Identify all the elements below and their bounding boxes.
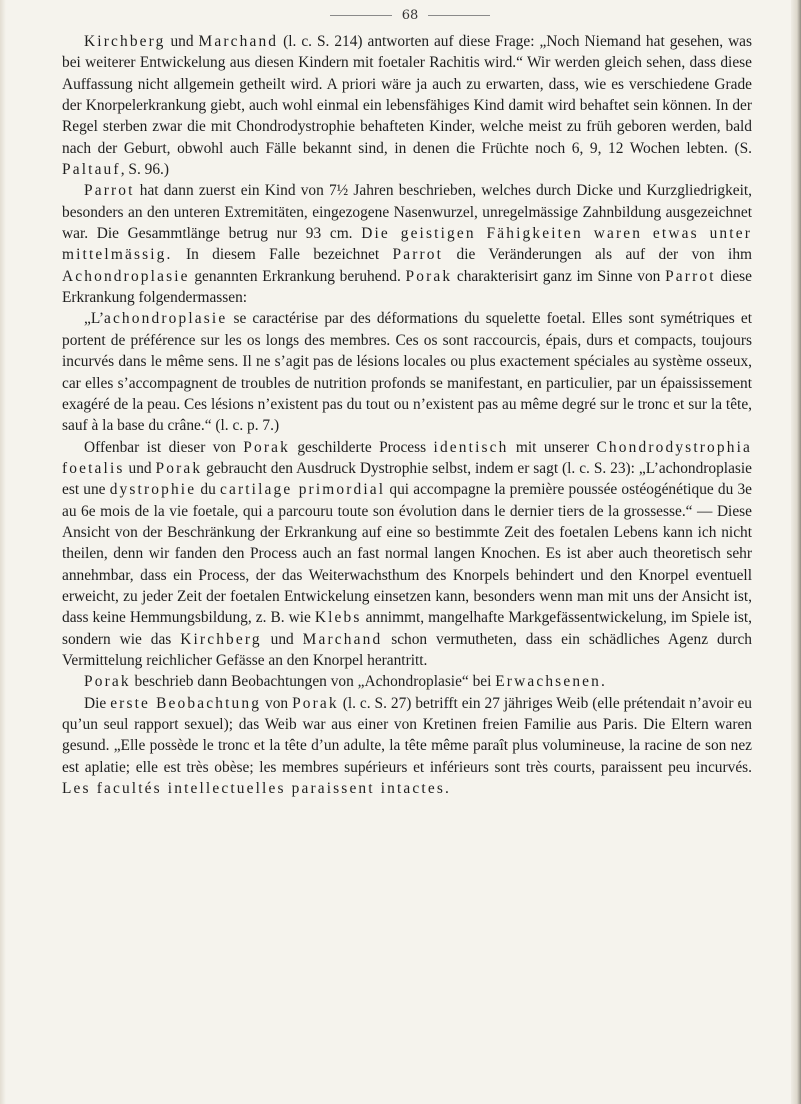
emphasis-text: Parrot — [392, 246, 444, 264]
page-number: 68 — [401, 8, 419, 23]
text-run: und — [165, 33, 199, 50]
text-run: diese Erkrankung folgendermassen: — [62, 267, 752, 307]
header-rule-left — [330, 15, 392, 16]
text-run: Die — [84, 694, 111, 712]
paragraph — [62, 693, 752, 800]
text-run: genannten Erkrankung beruhend. — [189, 267, 406, 285]
emphasis-text: Kirchberg — [180, 630, 262, 648]
emphasis-text: identisch — [433, 438, 509, 456]
text-run: (l. c. S. 27) betrifft ein 27 jähriges Weib (elle prétendait n’avoir eu qu’un seul rapport sexuel); das Weib war aus einer von Kretinen freien Familie aus Paris. Die Eltern waren gesund. „Elle possède le tronc et la tête d’un adulte, la tête même paraît plus volumineuse, la racine de son nez est aplatie; elle est très obèse; les membres supérieurs et inférieurs sont très courts, paraissent peu incurvés. — [62, 694, 753, 776]
emphasis-text: Porak — [243, 438, 290, 456]
text-run: charakterisirt ganz im Sinne von — [452, 267, 666, 285]
text-run: und — [261, 630, 303, 648]
emphasis-text: Achondroplasie — [62, 267, 190, 285]
text-run: die Veränderungen als auf der von ihm — [443, 246, 752, 264]
body-text — [62, 31, 752, 799]
emphasis-text: Porak — [84, 673, 131, 691]
emphasis-text: Marchand — [302, 630, 383, 648]
emphasis-text: Les facultés intellectuelles paraissent intactes. — [62, 780, 451, 798]
text-run: se caractérise par des déformations du squelette foetal. Elles sont symétriques et portent de préférence sur les os longs des membres. Ces os sont raccourcis, épais, durs et compacts, toujours incurvés dans le même sens. Il ne s’agit pas de lésions locales ou plus exactement spéciales au système osseux, car elles s’accompagnent de troubles de nutrition profonds se manifestant, en particulier, par un épaississement exagéré de la peau. Ces lésions n’existent pas du tout ou n’existent pas au même degré sur le tronc et sur la tête, sauf à la base du crâne.“ (l. c. p. 7.) — [62, 310, 752, 435]
emphasis-text: Die geistigen Fähigkeiten waren etwas unter mittelmässig. — [62, 225, 752, 264]
emphasis-text: Paltauf — [62, 161, 121, 179]
emphasis-text: Parrot — [665, 267, 716, 285]
text-run: „L’ — [84, 310, 104, 328]
emphasis-text: Erwachsenen. — [495, 673, 608, 691]
emphasis-text: Marchand — [198, 33, 279, 50]
text-run: hat dann zuerst ein Kind von 7½ Jahren beschrieben, welches durch Dicke und Kurzgliedrigkeit, besonders an den unteren Extremitäten, eingezogene Nasenwurzel, unregelmässige Zahnbildung ausgezeichnet war. Die Gesammtlänge betrug nur 93 cm. — [62, 182, 752, 243]
text-run: (l. c. S. 214) antworten auf diese Frage: „Noch Niemand hat gesehen, was bei weiterer Entwickelung aus diesen Kindern mit foetaler Rachitis wird.“ Wir werden gleich sehen, dass diese Auffassung nicht allgemein getheilt wird. A priori wäre ja auch zu erwarten, dass, wie es verschiedene Grade der Knorpelerkrankung giebt, auch wohl einmal ein lebensfähiges Kind damit wird behaftet sein können. In der Regel sterben zwar die mit Chondrodystrophie behafteten Kinder, welche meist zu früh geboren werden, bald nach der Geburt, obwohl auch Fälle bekannt sind, in denen die Früchte noch 6, 9, 12 Wochen lebten. (S. — [62, 33, 752, 157]
emphasis-text: dystrophie — [109, 481, 197, 499]
paragraph — [62, 671, 752, 692]
paragraph — [62, 308, 752, 436]
text-run: gebraucht den Ausdruck Dystrophie selbst, indem er sagt (l. c. S. 23): „L’achondroplasie est une — [62, 459, 753, 499]
paragraph — [62, 437, 752, 672]
text-run: Offenbar ist dieser von — [84, 438, 244, 456]
page-header — [260, 8, 560, 26]
paragraph — [62, 180, 752, 308]
emphasis-text: Porak — [292, 694, 339, 712]
emphasis-text: Porak — [405, 267, 453, 285]
emphasis-text: cartilage primordial — [219, 481, 386, 499]
text-run: mit unserer — [508, 438, 597, 456]
text-run: annimmt, mangelhafte Markgefässentwickelung, im Spiele ist, sondern wie das — [62, 609, 752, 648]
text-run: , S. 96.) — [120, 161, 170, 179]
text-run: geschilderte Process — [289, 438, 434, 456]
text-run: In diesem Falle bezeichnet — [172, 246, 393, 264]
text-run: qui accompagne la première poussée ostéogénétique du 3e au 6e mois de la vie foetale, qui a parcouru toute son évolution dans le dernier tiers de la grossesse.“ — Diese Ansicht von der Beschränkung der Erkrankung auf eine so bestimmte Zeit des foetalen Lebens kann ich nicht theilen, denn wir fanden den Process auch an fast normal langen Knochen. Es ist aber auch theoretisch sehr annehmbar, dass ein Process, der das Weiterwachsthum des Knorpels behindert und den Knorpel eventuell erweicht, zu jeder Zeit der foetalen Entwickelung einsetzen kann, besonders wenn man mit uns der Ansicht ist, dass keine Hemmungsbildung, z. B. wie — [62, 481, 752, 627]
text-run: von — [261, 694, 293, 712]
emphasis-text: Klebs — [314, 609, 362, 627]
emphasis-text: achondroplasie — [103, 310, 228, 328]
paragraph — [62, 31, 752, 180]
emphasis-text: Kirchberg — [84, 33, 166, 50]
emphasis-text: Porak — [155, 459, 203, 477]
text-run: und — [124, 459, 156, 477]
text-run: du — [196, 481, 220, 499]
emphasis-text: erste Beobachtung — [110, 694, 262, 712]
text-run: beschrieb dann Beobachtungen von „Achondroplasie“ bei — [130, 673, 496, 691]
emphasis-text: Parrot — [84, 182, 135, 200]
text-run: schon vermutheten, dass ein schädliches Agenz durch Vermittelung reichlicher Gefässe an den Knorpel herantritt. — [62, 630, 752, 669]
page-right-edge — [791, 0, 801, 1104]
page-left-edge — [0, 0, 6, 1104]
header-rule-right — [428, 15, 490, 16]
emphasis-text: Chondrodystrophia foetalis — [62, 438, 753, 477]
